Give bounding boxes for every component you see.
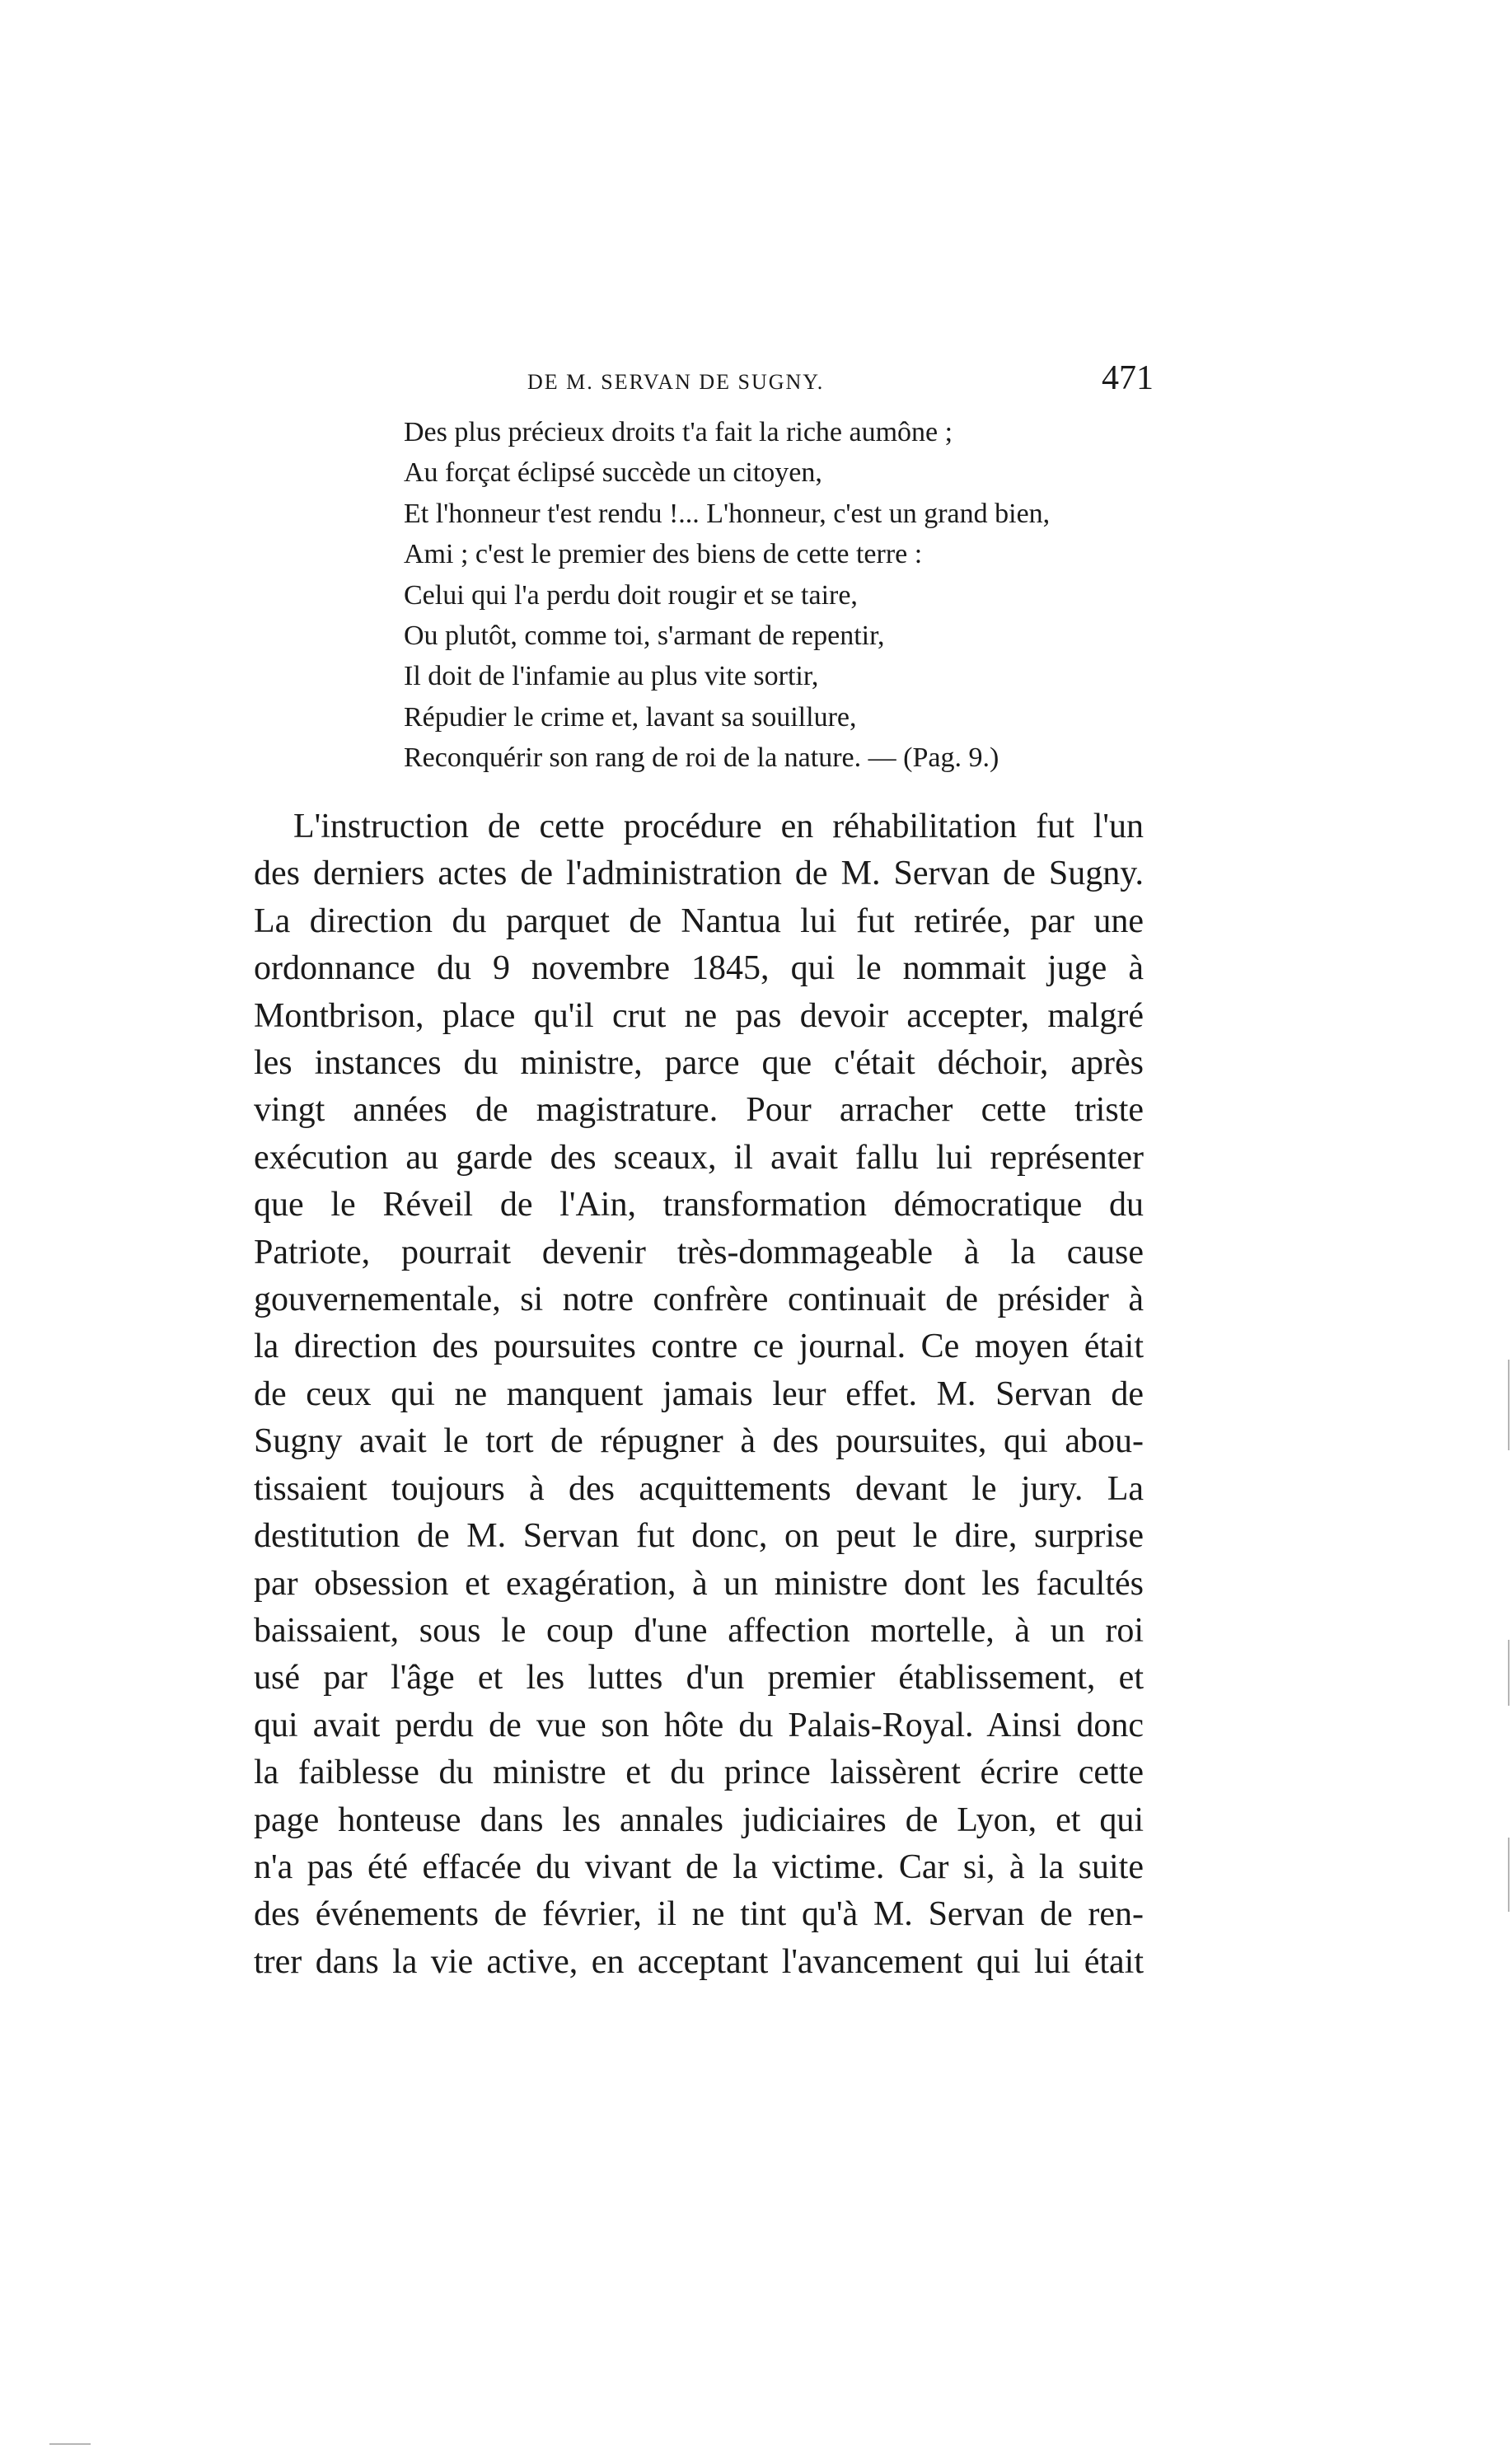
- paragraph-line: de ceux qui ne manquent jamais leur effet. M. Servan de: [254, 1374, 1144, 1413]
- verse-citation: — (Pag. 9.): [868, 742, 999, 774]
- scan-margin-mark: [49, 2443, 91, 2445]
- paragraph-line: vingt années de magistrature. Pour arracher cette triste: [254, 1091, 1144, 1130]
- scan-margin-mark: [1508, 1360, 1510, 1450]
- paragraph-line: des derniers actes de l'administration de M. Servan de Sugny.: [254, 855, 1144, 893]
- paragraph-line: page honteuse dans les annales judiciaires de Lyon, et qui: [254, 1800, 1144, 1839]
- paragraph-line: ordonnance du 9 novembre 1845, qui le nommait juge à: [254, 949, 1144, 988]
- paragraph-line: destitution de M. Servan fut donc, on peut le dire, surprise: [254, 1517, 1144, 1556]
- paragraph-line: trer dans la vie active, en acceptant l'avancement qui lui était: [254, 1942, 1144, 1981]
- paragraph-line: La direction du parquet de Nantua lui fut retirée, par une: [254, 901, 1144, 940]
- verse-line: Et l'honneur t'est rendu !... L'honneur, c'est un grand bien,: [404, 498, 1051, 529]
- verse-line: Ou plutôt, comme toi, s'armant de repentir,: [404, 620, 885, 652]
- body-text: [254, 803, 1144, 1986]
- paragraph-line: exécution au garde des sceaux, il avait fallu lui représenter: [254, 1138, 1144, 1177]
- verse-line: Reconquérir son rang de roi de la nature.: [404, 742, 862, 774]
- paragraph-line: qui avait perdu de vue son hôte du Palais-Royal. Ainsi donc: [254, 1706, 1144, 1744]
- verse-quotation: [404, 412, 1162, 779]
- paragraph-line: la faiblesse du ministre et du prince laissèrent écrire cette: [254, 1754, 1144, 1792]
- paragraph-line: L'instruction de cette procédure en réhabilitation fut l'un: [293, 808, 1144, 845]
- paragraph-line: Patriote, pourrait devenir très-dommageable à la cause: [254, 1233, 1144, 1271]
- paragraph-line: Sugny avait le tort de répugner à des poursuites, qui abou-: [254, 1422, 1144, 1461]
- verse-line: Des plus précieux droits t'a fait la riche aumône ;: [404, 417, 953, 447]
- scan-margin-mark: [1508, 1640, 1510, 1706]
- verse-line: Répudier le crime et, lavant sa souillure,: [404, 701, 857, 733]
- running-head: DE M. SERVAN DE SUGNY.: [527, 370, 825, 394]
- verse-line: Au forçat éclipsé succède un citoyen,: [404, 457, 822, 489]
- paragraph-line: gouvernementale, si notre confrère continuait de présider à: [254, 1281, 1144, 1319]
- paragraph-line: les instances du ministre, parce que c'était déchoir, après: [254, 1044, 1144, 1083]
- page-number: 471: [1102, 359, 1154, 397]
- verse-line-last: [404, 737, 1162, 778]
- paragraph-line: la direction des poursuites contre ce journal. Ce moyen était: [254, 1327, 1144, 1366]
- scan-margin-mark: [1508, 1838, 1510, 1912]
- paragraph-line: des événements de février, il ne tint qu'à M. Servan de ren-: [254, 1895, 1144, 1934]
- paragraph-line: baissaient, sous le coup d'une affection mortelle, à un roi: [254, 1611, 1144, 1650]
- paragraph-line: que le Réveil de l'Ain, transformation démocratique du: [254, 1186, 1144, 1224]
- paragraph-line: tissaient toujours à des acquittements devant le jury. La: [254, 1469, 1144, 1508]
- verse-line: Il doit de l'infamie au plus vite sortir,: [404, 661, 819, 692]
- paragraph-line: par obsession et exagération, à un ministre dont les facultés: [254, 1564, 1144, 1603]
- paragraph-line: usé par l'âge et les luttes d'un premier établissement, et: [254, 1659, 1144, 1697]
- paragraph-line: n'a pas été effacée du vivant de la victime. Car si, à la suite: [254, 1847, 1144, 1886]
- verse-line: Celui qui l'a perdu doit rougir et se taire,: [404, 579, 858, 611]
- verse-line: Ami ; c'est le premier des biens de cette terre :: [404, 539, 923, 570]
- paragraph-line: Montbrison, place qu'il crut ne pas devoir accepter, malgré: [254, 996, 1144, 1035]
- page-header: [527, 358, 1154, 408]
